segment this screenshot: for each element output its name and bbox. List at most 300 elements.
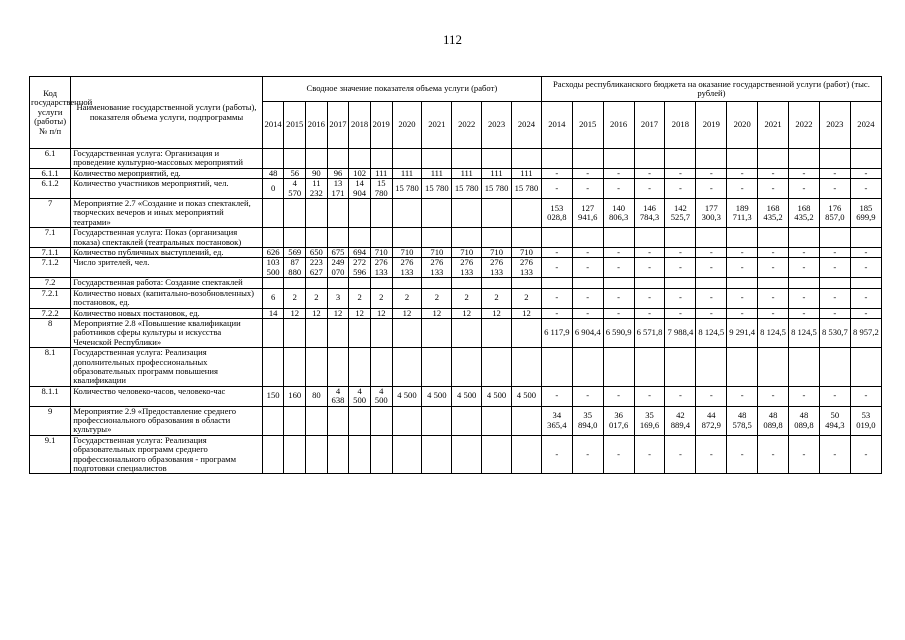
volume-cell [482, 149, 512, 169]
volume-cell [327, 228, 349, 248]
year-header-vol-2015: 2015 [284, 102, 306, 149]
volume-cell [422, 318, 452, 347]
volume-cell [284, 435, 306, 474]
volume-cell [511, 406, 541, 435]
row-name: Государственная услуга: Показ (организация показа) спектаклей (театральных постановок) [71, 228, 263, 248]
header-code: Код государственной услуги (работы) № п/п [30, 77, 71, 149]
row-name: Количество публичных выступлений, ед. [71, 248, 263, 258]
volume-cell [327, 149, 349, 169]
volume-cell [262, 149, 284, 169]
expense-cell: - [603, 308, 634, 318]
volume-cell: 12 [511, 308, 541, 318]
volume-cell [392, 199, 422, 228]
table-row [30, 179, 882, 199]
volume-cell: 249 070 [327, 258, 349, 278]
volume-cell [349, 406, 371, 435]
expense-cell: - [541, 258, 572, 278]
expense-cell: - [727, 248, 758, 258]
volume-cell: 12 [327, 308, 349, 318]
row-code: 6.1 [30, 149, 71, 169]
volume-cell [511, 435, 541, 474]
expense-cell: 8 530,7 [819, 318, 850, 347]
volume-cell: 12 [392, 308, 422, 318]
expense-cell: - [696, 258, 727, 278]
row-name: Государственная услуга: Реализация образовательных программ среднего профессионального образования - программ подготовки специалистов [71, 435, 263, 474]
volume-cell: 12 [306, 308, 328, 318]
expense-cell: - [850, 168, 881, 178]
year-header-vol-2016: 2016 [306, 102, 328, 149]
volume-cell: 626 [262, 248, 284, 258]
table-row [30, 435, 882, 474]
expense-cell: - [634, 248, 665, 258]
volume-cell [482, 348, 512, 387]
year-header-vol-2017: 2017 [327, 102, 349, 149]
expense-cell: - [727, 288, 758, 308]
expense-cell [572, 348, 603, 387]
expense-cell: 6 904,4 [572, 318, 603, 347]
expense-cell: 50 494,3 [819, 406, 850, 435]
volume-cell [306, 228, 328, 248]
row-code: 9.1 [30, 435, 71, 474]
expense-cell: - [603, 248, 634, 258]
expense-cell: - [819, 168, 850, 178]
volume-cell [349, 278, 371, 288]
expense-cell [758, 149, 789, 169]
volume-cell [262, 228, 284, 248]
volume-cell: 48 [262, 168, 284, 178]
expense-cell: - [819, 258, 850, 278]
expense-cell: 36 017,6 [603, 406, 634, 435]
expense-cell: 6 571,8 [634, 318, 665, 347]
expense-cell: - [850, 386, 881, 406]
row-code: 7.1 [30, 228, 71, 248]
expense-cell: - [789, 386, 820, 406]
volume-cell [327, 318, 349, 347]
row-name: Мероприятие 2.9 «Предоставление среднего профессионального образования в области культуры» [71, 406, 263, 435]
expense-cell: - [603, 386, 634, 406]
expense-cell: - [572, 386, 603, 406]
volume-cell [511, 278, 541, 288]
volume-cell [511, 149, 541, 169]
expense-cell: 35 894,0 [572, 406, 603, 435]
volume-cell [511, 228, 541, 248]
volume-cell: 276 133 [511, 258, 541, 278]
row-code: 7.2 [30, 278, 71, 288]
volume-cell: 710 [511, 248, 541, 258]
row-name: Количество новых постановок, ед. [71, 308, 263, 318]
volume-cell: 2 [284, 288, 306, 308]
expense-cell: - [541, 435, 572, 474]
row-name: Мероприятие 2.7 «Создание и показ спектаклей, творческих вечеров и иных мероприятий театрами» [71, 199, 263, 228]
volume-cell: 276 133 [370, 258, 392, 278]
expense-cell: - [696, 168, 727, 178]
volume-cell [262, 199, 284, 228]
expense-cell: - [819, 288, 850, 308]
expense-cell [572, 278, 603, 288]
volume-cell: 12 [284, 308, 306, 318]
volume-cell: 12 [422, 308, 452, 318]
expense-cell: - [634, 168, 665, 178]
expense-cell [696, 149, 727, 169]
row-code: 7.2.1 [30, 288, 71, 308]
expense-cell: - [789, 258, 820, 278]
expense-cell [541, 228, 572, 248]
expense-cell: - [665, 168, 696, 178]
expense-cell: - [541, 308, 572, 318]
row-code: 7.1.2 [30, 258, 71, 278]
year-header-exp-2019: 2019 [696, 102, 727, 149]
volume-cell: 2 [422, 288, 452, 308]
expense-cell [819, 348, 850, 387]
volume-cell: 13 171 [327, 179, 349, 199]
volume-cell: 710 [370, 248, 392, 258]
volume-cell [370, 406, 392, 435]
volume-cell [370, 228, 392, 248]
year-header-exp-2018: 2018 [665, 102, 696, 149]
table-row [30, 308, 882, 318]
expense-cell [541, 348, 572, 387]
volume-cell [511, 348, 541, 387]
volume-cell: 4 500 [511, 386, 541, 406]
row-name: Государственная работа: Создание спектаклей [71, 278, 263, 288]
volume-cell: 710 [422, 248, 452, 258]
volume-cell [452, 199, 482, 228]
expense-cell: - [758, 179, 789, 199]
expense-cell: 189 711,3 [727, 199, 758, 228]
expense-cell: - [850, 258, 881, 278]
expense-cell: 8 124,5 [758, 318, 789, 347]
table-row [30, 199, 882, 228]
volume-cell [452, 348, 482, 387]
table-row [30, 278, 882, 288]
expense-cell: - [727, 308, 758, 318]
expense-cell: - [634, 258, 665, 278]
expense-cell: 8 124,5 [789, 318, 820, 347]
volume-cell [511, 318, 541, 347]
volume-cell: 160 [284, 386, 306, 406]
expense-cell: 48 089,8 [758, 406, 789, 435]
expense-cell: - [634, 386, 665, 406]
expense-cell [758, 348, 789, 387]
volume-cell [306, 149, 328, 169]
expense-cell [850, 149, 881, 169]
expense-cell: - [696, 308, 727, 318]
expense-cell: 146 784,3 [634, 199, 665, 228]
volume-cell: 12 [349, 308, 371, 318]
header-expense-group: Расходы республиканского бюджета на оказание государственной услуги (работ) (тыс. рублей) [541, 77, 881, 102]
expense-cell: 185 699,9 [850, 199, 881, 228]
year-header-exp-2016: 2016 [603, 102, 634, 149]
volume-cell: 569 [284, 248, 306, 258]
row-code: 8 [30, 318, 71, 347]
table-row [30, 348, 882, 387]
expense-cell: - [541, 248, 572, 258]
expense-cell: - [634, 179, 665, 199]
expense-cell [727, 149, 758, 169]
expense-cell: 34 365,4 [541, 406, 572, 435]
volume-cell: 4 500 [422, 386, 452, 406]
expense-cell [665, 348, 696, 387]
volume-cell: 3 [327, 288, 349, 308]
volume-cell: 111 [452, 168, 482, 178]
volume-cell [452, 406, 482, 435]
expense-cell: 168 435,2 [758, 199, 789, 228]
row-code: 7 [30, 199, 71, 228]
expense-cell: - [789, 435, 820, 474]
row-name: Государственная услуга: Реализация дополнительных профессиональных образовательных программ повышения квалификации [71, 348, 263, 387]
volume-cell [306, 435, 328, 474]
expense-cell [758, 278, 789, 288]
volume-cell [452, 149, 482, 169]
volume-cell [349, 199, 371, 228]
expense-cell: - [819, 386, 850, 406]
volume-cell: 111 [370, 168, 392, 178]
expense-cell: 127 941,6 [572, 199, 603, 228]
volume-cell: 15 780 [392, 179, 422, 199]
expense-cell: - [634, 288, 665, 308]
expense-cell: 48 578,5 [727, 406, 758, 435]
expense-cell: - [850, 288, 881, 308]
expense-cell [850, 278, 881, 288]
expense-cell [665, 278, 696, 288]
expense-cell: - [758, 308, 789, 318]
volume-cell: 15 780 [482, 179, 512, 199]
year-header-vol-2019: 2019 [370, 102, 392, 149]
expense-cell: 53 019,0 [850, 406, 881, 435]
volume-cell [349, 228, 371, 248]
expense-cell: - [727, 179, 758, 199]
volume-cell [422, 199, 452, 228]
year-header-exp-2015: 2015 [572, 102, 603, 149]
expense-cell: - [850, 179, 881, 199]
expense-cell: - [665, 179, 696, 199]
volume-cell: 4 500 [349, 386, 371, 406]
expense-cell: - [696, 435, 727, 474]
expense-cell: 35 169,6 [634, 406, 665, 435]
expense-cell: - [572, 258, 603, 278]
expense-cell [634, 228, 665, 248]
year-header-exp-2021: 2021 [758, 102, 789, 149]
expense-cell: 44 872,9 [696, 406, 727, 435]
expense-cell: - [572, 288, 603, 308]
page-number: 112 [442, 32, 463, 47]
volume-cell: 15 780 [370, 179, 392, 199]
expense-cell: 176 857,0 [819, 199, 850, 228]
row-code: 6.1.2 [30, 179, 71, 199]
volume-cell: 0 [262, 179, 284, 199]
volume-cell: 14 904 [349, 179, 371, 199]
expense-cell: - [819, 435, 850, 474]
volume-cell [422, 348, 452, 387]
volume-cell [392, 348, 422, 387]
volume-cell: 650 [306, 248, 328, 258]
row-name: Мероприятие 2.8 «Повышение квалификации работников сферы культуры и искусства Чеченской Республики» [71, 318, 263, 347]
expense-cell: - [850, 248, 881, 258]
expense-cell: 140 806,3 [603, 199, 634, 228]
expense-cell: - [603, 435, 634, 474]
volume-cell: 111 [422, 168, 452, 178]
table-row [30, 258, 882, 278]
expense-cell: - [696, 179, 727, 199]
expense-cell [572, 228, 603, 248]
volume-cell: 223 627 [306, 258, 328, 278]
row-name: Количество мероприятий, ед. [71, 168, 263, 178]
expense-cell: - [758, 386, 789, 406]
expense-cell: 6 117,9 [541, 318, 572, 347]
year-header-vol-2020: 2020 [392, 102, 422, 149]
volume-cell: 4 500 [370, 386, 392, 406]
expense-cell [696, 228, 727, 248]
volume-cell [392, 149, 422, 169]
expense-cell: - [758, 168, 789, 178]
expense-cell [634, 348, 665, 387]
expense-cell: - [696, 386, 727, 406]
volume-cell [284, 348, 306, 387]
volume-cell: 4 570 [284, 179, 306, 199]
volume-cell [452, 318, 482, 347]
volume-cell: 276 133 [422, 258, 452, 278]
expense-cell [603, 278, 634, 288]
expense-cell: - [789, 179, 820, 199]
expense-cell: - [665, 308, 696, 318]
year-header-vol-2014: 2014 [262, 102, 284, 149]
volume-cell: 15 780 [511, 179, 541, 199]
expense-cell: 48 089,8 [789, 406, 820, 435]
expense-cell: - [758, 248, 789, 258]
volume-cell [452, 435, 482, 474]
volume-cell: 12 [482, 308, 512, 318]
expense-cell [603, 149, 634, 169]
expense-cell [819, 278, 850, 288]
year-header-exp-2014: 2014 [541, 102, 572, 149]
volume-cell [452, 228, 482, 248]
expense-cell: - [789, 168, 820, 178]
expense-cell: - [603, 179, 634, 199]
volume-cell: 276 133 [482, 258, 512, 278]
volume-cell [262, 318, 284, 347]
year-header-exp-2023: 2023 [819, 102, 850, 149]
expense-cell: - [758, 258, 789, 278]
expense-cell [603, 348, 634, 387]
expense-cell: - [850, 435, 881, 474]
row-name: Количество человеко-часов, человеко-час [71, 386, 263, 406]
volume-cell [392, 228, 422, 248]
volume-cell [370, 149, 392, 169]
expense-cell: 6 590,9 [603, 318, 634, 347]
volume-cell [370, 348, 392, 387]
expense-cell [789, 278, 820, 288]
expense-cell [727, 348, 758, 387]
expense-cell: - [572, 248, 603, 258]
expense-cell [603, 228, 634, 248]
expense-cell [789, 228, 820, 248]
volume-cell: 87 880 [284, 258, 306, 278]
volume-cell: 12 [370, 308, 392, 318]
expense-cell [696, 278, 727, 288]
volume-cell [306, 278, 328, 288]
row-code: 9 [30, 406, 71, 435]
expense-cell: - [572, 179, 603, 199]
expense-cell: 42 889,4 [665, 406, 696, 435]
volume-cell [482, 406, 512, 435]
expense-cell: 9 291,4 [727, 318, 758, 347]
volume-cell: 2 [392, 288, 422, 308]
expense-cell: - [665, 386, 696, 406]
volume-cell [422, 435, 452, 474]
volume-cell: 2 [349, 288, 371, 308]
expense-cell: - [758, 435, 789, 474]
table-row [30, 248, 882, 258]
expense-cell [850, 228, 881, 248]
volume-cell: 111 [482, 168, 512, 178]
volume-cell: 80 [306, 386, 328, 406]
table-row [30, 318, 882, 347]
expense-cell: - [541, 179, 572, 199]
volume-cell: 14 [262, 308, 284, 318]
volume-cell [511, 199, 541, 228]
expense-cell [696, 348, 727, 387]
volume-cell [349, 318, 371, 347]
table-row [30, 386, 882, 406]
volume-cell: 276 133 [452, 258, 482, 278]
expense-cell: - [603, 258, 634, 278]
expense-cell [665, 228, 696, 248]
table-row [30, 168, 882, 178]
expense-cell: - [819, 308, 850, 318]
volume-cell [482, 199, 512, 228]
table-body [30, 149, 882, 474]
volume-cell [327, 199, 349, 228]
volume-cell: 675 [327, 248, 349, 258]
expense-cell: - [758, 288, 789, 308]
expense-cell [634, 278, 665, 288]
expense-cell: 8 957,2 [850, 318, 881, 347]
volume-cell [422, 278, 452, 288]
expense-cell: - [665, 435, 696, 474]
volume-cell [306, 406, 328, 435]
expense-cell: - [819, 179, 850, 199]
row-code: 6.1.1 [30, 168, 71, 178]
volume-cell: 2 [306, 288, 328, 308]
row-code: 7.1.1 [30, 248, 71, 258]
volume-cell: 4 638 [327, 386, 349, 406]
table-row [30, 406, 882, 435]
expense-cell [850, 348, 881, 387]
volume-cell: 90 [306, 168, 328, 178]
volume-cell: 272 596 [349, 258, 371, 278]
volume-cell [422, 406, 452, 435]
volume-cell: 15 780 [452, 179, 482, 199]
volume-cell [306, 318, 328, 347]
expense-cell [789, 149, 820, 169]
year-header-vol-2021: 2021 [422, 102, 452, 149]
expense-cell [727, 228, 758, 248]
volume-cell [370, 278, 392, 288]
year-header-vol-2024: 2024 [511, 102, 541, 149]
expense-cell [541, 149, 572, 169]
volume-cell [349, 435, 371, 474]
volume-cell [284, 278, 306, 288]
expense-cell [819, 228, 850, 248]
row-code: 7.2.2 [30, 308, 71, 318]
year-header-vol-2018: 2018 [349, 102, 371, 149]
volume-cell: 11 232 [306, 179, 328, 199]
row-code: 8.1.1 [30, 386, 71, 406]
expense-cell: - [572, 435, 603, 474]
expense-cell [758, 228, 789, 248]
expense-cell: - [665, 288, 696, 308]
budget-table [29, 76, 882, 474]
